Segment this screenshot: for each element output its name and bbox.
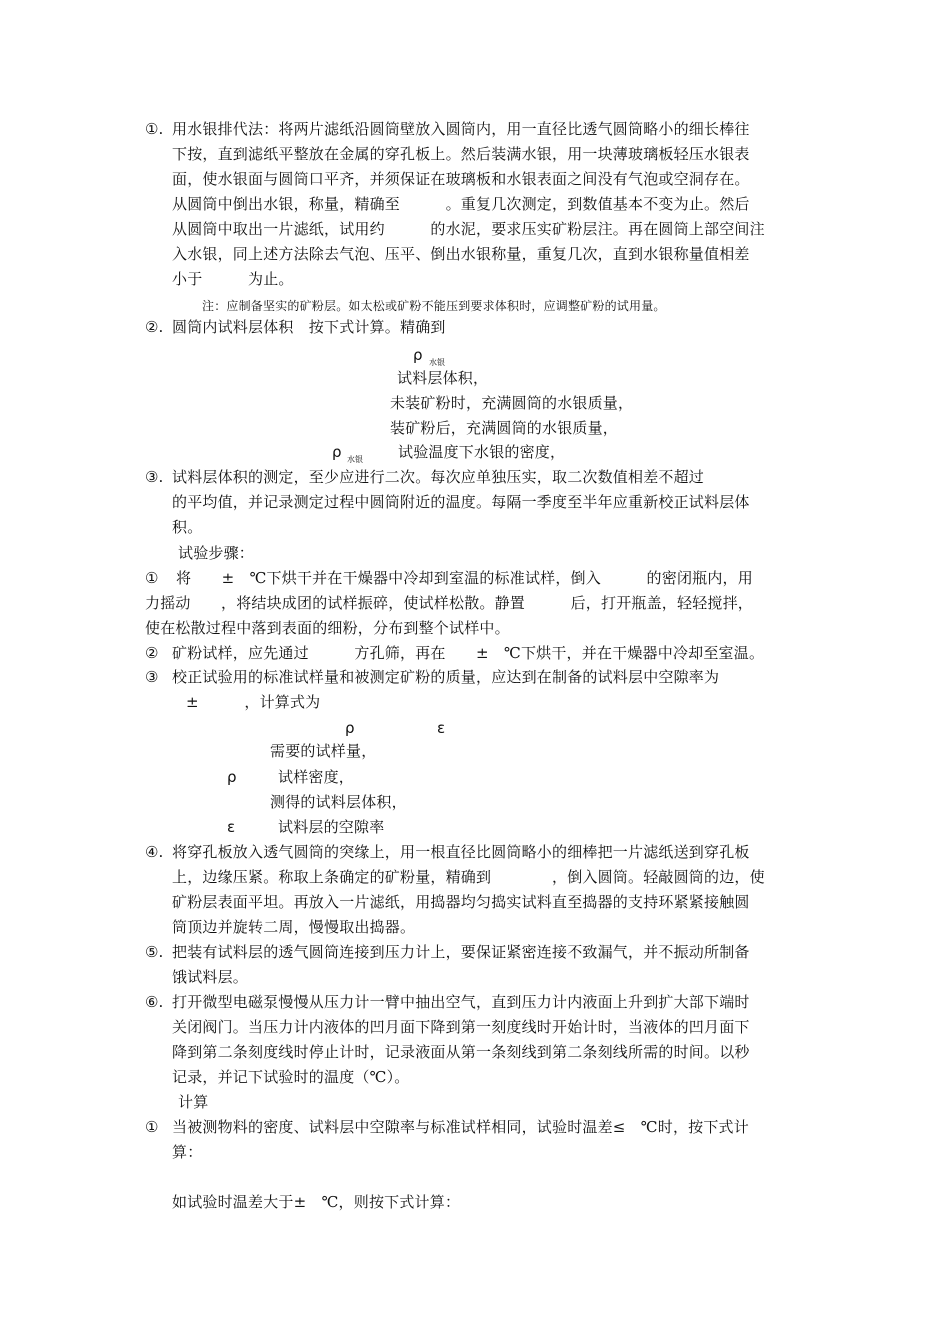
paragraph-line: 矿粉试样，应先通过 方孔筛，再在 ± ℃下烘干，并在干燥器中冷却至室温。 bbox=[172, 644, 765, 662]
definition-line: 试料层体积， bbox=[397, 369, 489, 387]
paragraph-line: 当被测物料的密度、试料层中空隙率与标准试样相同，试验时温差≤ ℃时，按下式计 bbox=[172, 1118, 749, 1136]
paragraph-line: 的平均值，并记录测定过程中圆筒附近的温度。每隔一季度至半年应重新校正试料层体 bbox=[172, 493, 750, 511]
paragraph-line: 打开微型电磁泵慢慢从压力计一臂中抽出空气，直到压力计内液面上升到扩大部下端时 bbox=[172, 993, 750, 1011]
paragraph-line: 如试验时温差大于± ℃，则按下式计算： bbox=[172, 1193, 461, 1211]
paragraph-line: 把装有试料层的透气圆筒连接到压力计上，要保证紧密连接不致漏气，并不振动所制备 bbox=[172, 943, 750, 961]
section-heading: 试验步骤： bbox=[178, 544, 255, 562]
paragraph-line: 面，使水银面与圆筒口平齐，并须保证在玻璃板和水银表面之间没有气泡或空洞存在。 bbox=[172, 170, 750, 188]
footnote: 注：应制备坚实的矿粉层。如太松或矿粉不能压到要求体积时，应调整矿粉的试用量。 bbox=[202, 299, 666, 313]
paragraph-line: 筒顶边并旋转二周，慢慢取出捣器。 bbox=[172, 918, 416, 936]
paragraph-line: 上，边缘压紧。称取上条确定的矿粉量，精确到 ，倒入圆筒。轻敲圆筒的边，使 bbox=[172, 868, 765, 886]
paragraph-line: 力摇动 ，将结块成团的试样振碎，使试样松散。静置 后，打开瓶盖，轻轻搅拌， bbox=[145, 594, 754, 612]
item-number: ①. bbox=[145, 120, 164, 138]
paragraph-line: 将 ± ℃下烘干并在干燥器中冷却到室温的标准试样，倒入 的密闭瓶内，用 bbox=[176, 569, 753, 587]
paragraph-line: 饿试料层。 bbox=[172, 968, 249, 986]
paragraph-line: 圆筒内试料层体积 按下式计算。精确到 bbox=[172, 318, 446, 336]
item-number: ② bbox=[145, 644, 159, 662]
paragraph-line: 使在松散过程中落到表面的细粉，分布到整个试样中。 bbox=[145, 619, 510, 637]
paragraph-line: 用水银排代法：将两片滤纸沿圆筒壁放入圆筒内，用一直径比透气圆筒略小的细长棒往 bbox=[172, 120, 750, 138]
definition-line: 需要的试样量， bbox=[270, 742, 377, 760]
paragraph-line: 校正试验用的标准试样量和被测定矿粉的质量，应达到在制备的试料层中空隙率为 bbox=[172, 668, 720, 686]
epsilon-symbol: ε bbox=[227, 818, 236, 836]
section-heading: 计算 bbox=[178, 1093, 209, 1111]
item-number: ① bbox=[145, 569, 159, 587]
definition-line: 测得的试料层体积， bbox=[270, 793, 407, 811]
definition-line: 试料层的空隙率 bbox=[278, 818, 385, 836]
item-number: ⑥. bbox=[145, 993, 164, 1011]
paragraph-line: 从圆筒中倒出水银，称量，精确至 。重复几次测定，到数值基本不变为止。然后 bbox=[172, 195, 750, 213]
paragraph-line: 记录，并记下试验时的温度（℃）。 bbox=[172, 1068, 410, 1086]
definition-line: 试验温度下水银的密度， bbox=[398, 443, 566, 461]
paragraph-line: 矿粉层表面平坦。再放入一片滤纸，用捣器均匀捣实试料直至捣器的支持环紧紧接触圆 bbox=[172, 893, 750, 911]
rho-symbol: ρ bbox=[227, 768, 237, 786]
definition-line: 未装矿粉时，充满圆筒的水银质量， bbox=[390, 394, 634, 412]
item-number: ③. bbox=[145, 468, 164, 486]
paragraph-line: 从圆筒中取出一片滤纸，试用约 的水泥，要求压实矿粉层注。再在圆筒上部空间注 bbox=[172, 220, 765, 238]
paragraph-line: 小于 为止。 bbox=[172, 270, 294, 288]
paragraph-line: 关闭阀门。当压力计内液体的凹月面下降到第一刻度线时开始计时，当液体的凹月面下 bbox=[172, 1018, 750, 1036]
paragraph-line: 积。 bbox=[172, 518, 203, 536]
paragraph-line: 试料层体积的测定，至少应进行二次。每次应单独压实，取二次数值相差不超过 bbox=[172, 468, 705, 486]
item-number: ⑤. bbox=[145, 943, 164, 961]
definition-line: 装矿粉后，充满圆筒的水银质量， bbox=[390, 419, 619, 437]
formula-rho: ρ bbox=[345, 719, 355, 737]
formula-epsilon: ε bbox=[437, 719, 446, 737]
item-number: ① bbox=[145, 1118, 159, 1136]
rho-symbol: ρ bbox=[413, 346, 423, 364]
paragraph-line: 入水银，同上述方法除去气泡、压平、倒出水银称量，重复几次，直到水银称量值相差 bbox=[172, 245, 750, 263]
subscript: 水银 bbox=[347, 455, 363, 464]
paragraph-line: 下按，直到滤纸平整放在金属的穿孔板上。然后装满水银，用一块薄玻璃板轻压水银表 bbox=[172, 145, 750, 163]
item-number: ②. bbox=[145, 318, 164, 336]
subscript: 水银 bbox=[429, 358, 445, 367]
rho-symbol: ρ bbox=[332, 443, 342, 461]
item-number: ③ bbox=[145, 668, 159, 686]
paragraph-line: 算： bbox=[172, 1143, 203, 1161]
paragraph-line: ± ，计算式为 bbox=[186, 693, 321, 711]
item-number: ④. bbox=[145, 843, 164, 861]
definition-line: 试样密度， bbox=[278, 768, 355, 786]
paragraph-line: 降到第二条刻度线时停止计时，记录液面从第一条刻线到第二条刻线所需的时间。以秒 bbox=[172, 1043, 750, 1061]
paragraph-line: 将穿孔板放入透气圆筒的突缘上，用一根直径比圆筒略小的细棒把一片滤纸送到穿孔板 bbox=[172, 843, 750, 861]
